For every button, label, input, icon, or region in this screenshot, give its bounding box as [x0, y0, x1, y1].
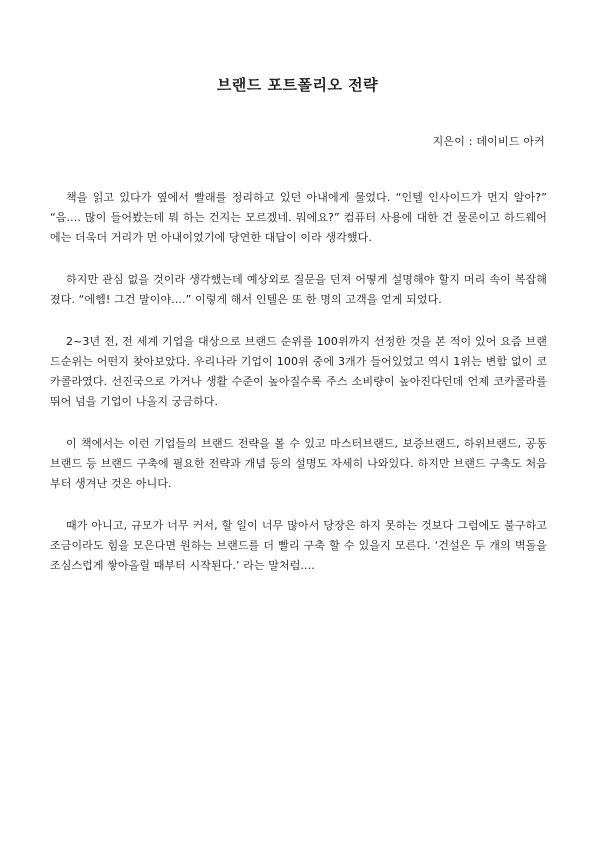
paragraph-2: 하지만 관심 없을 것이라 생각했는데 예상외로 질문을 던져 어떻게 설명해야 할지 머리 속이 복잡해졌다. “에헴! 그건 말이야....” 이렇게 해서 인텔은 또 한 명의 고객을 얻게 되었다.: [50, 273, 547, 306]
paragraph-4: 이 책에서는 이런 기업들의 브랜드 전략을 볼 수 있고 마스터브랜드, 보증브랜드, 하위브랜드, 공동브랜드 등 브랜드 구축에 필요한 전략과 개념 등의 설명도 자세히 나와있다. 하지만 브랜드 구축도 처음부터 생겨난 것은 아니다.: [50, 437, 547, 490]
paragraph-1: 책을 읽고 있다가 옆에서 빨래를 정리하고 있던 아내에게 물었다. “인텔 인사이드가 먼지 알아?” “음.... 많이 들어봤는데 뭐 하는 건지는 모르겠네. 뭐에요?” 컴퓨터 사용에 대한 건 물론이고 하드웨어에는 더욱더 거리가 먼 아내이었기에 당연한 대답이 이라 생각했다.: [50, 191, 547, 244]
author-line: 지은이 : 데이비드 아커: [432, 135, 545, 148]
paragraph-3: 2~3년 전, 전 세계 기업을 대상으로 브랜드 순위를 100위까지 선정한 것을 본 적이 있어 요즘 브랜드순위는 어떤지 찾아보았다. 우리나라 기업이 100위 중에 3개가 들어있었고 역시 1위는 변함 없이 코카콜라였다. 선진국으로 가거나 생활 수준이 높아질수록 주스 소비량이 높아진다던데 언제 코카콜라를 뛰어 넘을 기업이 나올지 궁금하다.: [50, 335, 547, 408]
document-title: 브랜드 포트폴리오 전략: [216, 76, 379, 94]
paragraph-5: 때가 아니고, 규모가 너무 커서, 할 일이 너무 많아서 당장은 하지 못하는 것보다 그럼에도 불구하고 조금이라도 힘을 모은다면 원하는 브랜드를 더 빨리 구축 할 수 있을지 모른다. ‘건설은 두 개의 벽돌을 조심스럽게 쌓아올릴 때부터 시작된다.’ 라는 말처럼....: [50, 519, 547, 572]
document-body: [50, 188, 547, 598]
